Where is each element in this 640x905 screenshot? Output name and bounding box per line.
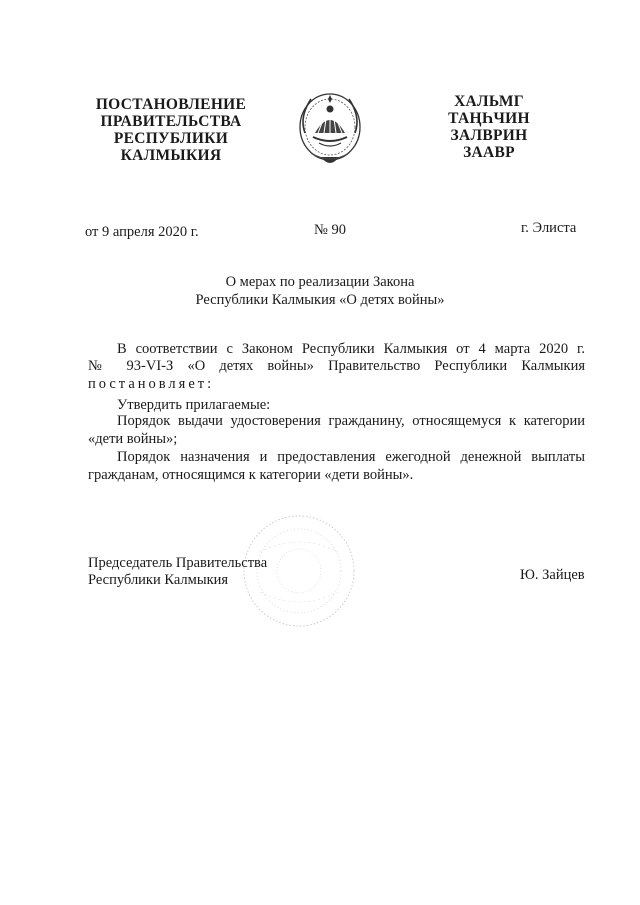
signatory-position-line: Председатель Правительства bbox=[88, 555, 268, 571]
signatory-position-line: Республики Калмыкия bbox=[88, 572, 229, 588]
header-left-line: РЕСПУБЛИКИ bbox=[113, 130, 229, 147]
header-left-title bbox=[86, 96, 256, 164]
header-right-line: ЗАЛВРИН bbox=[450, 127, 528, 144]
document-city: г. Элиста bbox=[521, 220, 577, 236]
body-paragraph-4-line: Порядок назначения и предоставления ежегодной денежной выплаты bbox=[117, 449, 585, 465]
header-right-line: ТАҢҺЧИН bbox=[448, 110, 530, 127]
header-right-title bbox=[424, 93, 554, 161]
header-left-line: ПОСТАНОВЛЕНИЕ bbox=[95, 96, 247, 113]
body-paragraph-3-line: «дети войны»; bbox=[88, 431, 178, 447]
header-right-line: ХАЛЬМГ bbox=[454, 93, 524, 110]
document-title-line: Республики Калмыкия «О детях войны» bbox=[195, 292, 445, 308]
header-right-line: ЗААВР bbox=[463, 144, 515, 161]
header-left-line: ПРАВИТЕЛЬСТВА bbox=[100, 113, 242, 130]
document-date: от 9 апреля 2020 г. bbox=[85, 224, 199, 240]
document-title-line: О мерах по реализации Закона bbox=[225, 274, 415, 290]
body-paragraph-1-line: В соответствии с Законом Республики Калмыкия от 4 марта 2020 г. bbox=[117, 341, 585, 357]
body-paragraph-1-line: № 93-VI-З «О детях войны» Правительство Республики Калмыкия bbox=[88, 358, 585, 374]
kalmykia-coat-of-arms-icon bbox=[291, 87, 369, 171]
body-paragraph-2: Утвердить прилагаемые: bbox=[117, 397, 271, 413]
header-left-line: КАЛМЫКИЯ bbox=[120, 147, 222, 164]
signatory-name: Ю. Зайцев bbox=[520, 567, 585, 583]
document-number: № 90 bbox=[314, 222, 346, 238]
body-paragraph-4-line: гражданам, относящимся к категории «дети войны». bbox=[88, 467, 414, 483]
body-paragraph-1-line: постановляет: bbox=[88, 376, 215, 392]
body-paragraph-3-line: Порядок выдачи удостоверения гражданину, относящемуся к категории bbox=[117, 413, 585, 429]
